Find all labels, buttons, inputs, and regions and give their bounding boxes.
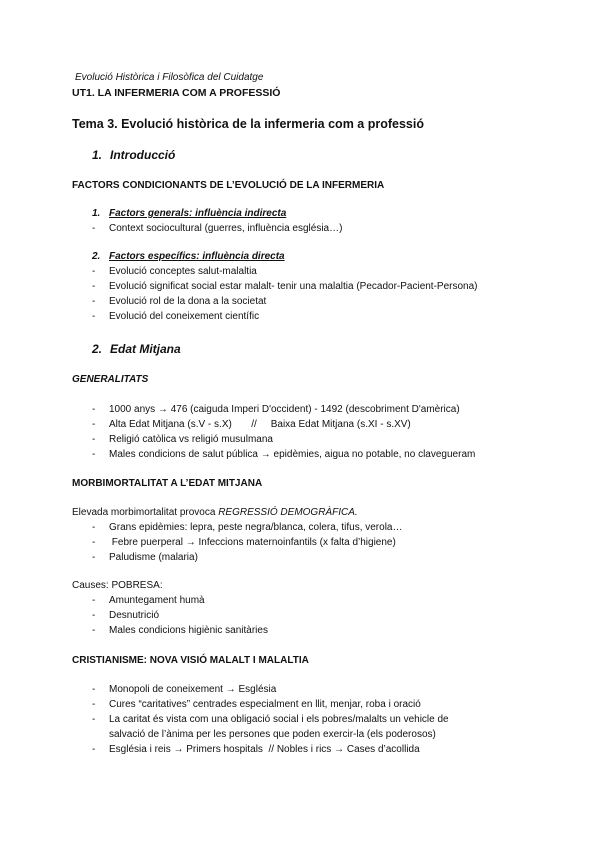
bullet-dash: -: [92, 449, 96, 460]
list-item: Església i reis → Primers hospitals // Nobles i rics → Cases d’acollida: [109, 744, 420, 755]
morbi-intro-text: Elevada morbimortalitat provoca: [72, 507, 219, 518]
bullet-dash: -: [92, 537, 96, 548]
list-item: Context sociocultural (guerres, influència església…): [109, 223, 343, 234]
bullet-dash: -: [92, 744, 96, 755]
bullet-dash: -: [92, 311, 96, 322]
bullet-dash: -: [92, 552, 96, 563]
page-title: Tema 3. Evolució històrica de la infermeria com a professió: [72, 117, 424, 131]
list-item: Religió catòlica vs religió musulmana: [109, 434, 273, 445]
bullet-dash: -: [92, 296, 96, 307]
cristianisme-heading: CRISTIANISME: NOVA VISIÓ MALALT I MALALTIA: [72, 655, 309, 666]
list-item: Males condicions higiènic sanitàries: [109, 625, 268, 636]
section-title-edat-mitjana: Edat Mitjana: [110, 342, 181, 356]
factor-number: 1.: [92, 208, 101, 219]
list-item: Monopoli de coneixement → Església: [109, 684, 277, 695]
section-number: 2.: [92, 342, 103, 356]
list-item: Evolució del coneixement científic: [109, 311, 260, 322]
bullet-dash: -: [92, 625, 96, 636]
list-item: Evolució conceptes salut-malaltia: [109, 266, 257, 277]
bullet-dash: -: [92, 223, 96, 234]
factor-number: 2.: [92, 251, 101, 262]
list-item: Amuntegament humà: [109, 595, 205, 606]
morbimortalitat-heading: MORBIMORTALITAT A L’EDAT MITJANA: [72, 478, 263, 489]
bullet-dash: -: [92, 419, 96, 430]
bullet-dash: -: [92, 595, 96, 606]
bullet-dash: -: [92, 522, 96, 533]
factor-title: Factors específics: influència directa: [109, 251, 285, 262]
course-subtitle: Evolució Històrica i Filosòfica del Cuidatge: [75, 72, 264, 83]
list-item: Paludisme (malaria): [109, 552, 198, 563]
bullet-dash: -: [92, 266, 96, 277]
bullet-dash: -: [92, 434, 96, 445]
list-item: Alta Edat Mitjana (s.V - s.X) // Baixa Edat Mitjana (s.XI - s.XV): [109, 419, 411, 430]
bullet-dash: -: [92, 699, 96, 710]
section-number: 1.: [92, 148, 103, 162]
factors-heading: FACTORS CONDICIONANTS DE L’EVOLUCIÓ DE LA INFERMERIA: [72, 180, 385, 191]
list-item: Males condicions de salut pública → epidèmies, aigua no potable, no clavegueram: [109, 449, 476, 460]
bullet-dash: -: [92, 610, 96, 621]
section-title-introduccio: Introducció: [110, 148, 176, 162]
bullet-dash: -: [92, 404, 96, 415]
generalitats-heading: GENERALITATS: [72, 374, 149, 385]
list-item: Febre puerperal → Infeccions maternoinfantils (x falta d’higiene): [109, 537, 396, 548]
bullet-dash: -: [92, 714, 96, 725]
bullet-dash: -: [92, 684, 96, 695]
causes-label: Causes: POBRESA:: [72, 580, 163, 591]
unit-heading: UT1. LA INFERMERIA COM A PROFESSIÓ: [72, 87, 281, 99]
list-item: Cures “caritatives” centrades especialment en llit, menjar, roba i oració: [109, 699, 421, 710]
bullet-dash: -: [92, 281, 96, 292]
morbi-intro: [72, 507, 358, 518]
list-item-continuation: salvació de l’ànima per les persones que poden exercir-la (els poderosos): [109, 729, 436, 740]
list-item: Evolució significat social estar malalt- tenir una malaltia (Pecador-Pacient-Persona): [109, 281, 478, 292]
list-item: Grans epidèmies: lepra, peste negra/blanca, colera, tifus, verola…: [109, 522, 403, 533]
list-item: Evolució rol de la dona a la societat: [109, 296, 267, 307]
list-item: La caritat és vista com una obligació social i els pobres/malalts un vehicle de: [109, 714, 449, 725]
list-item: Desnutrició: [109, 610, 160, 621]
list-item: 1000 anys → 476 (caiguda Imperi D'occident) - 1492 (descobriment D'amèrica): [109, 404, 460, 415]
factor-title: Factors generals: influència indirecta: [109, 208, 287, 219]
morbi-intro-emphasis: REGRESSIÓ DEMOGRÀFICA.: [218, 507, 358, 518]
